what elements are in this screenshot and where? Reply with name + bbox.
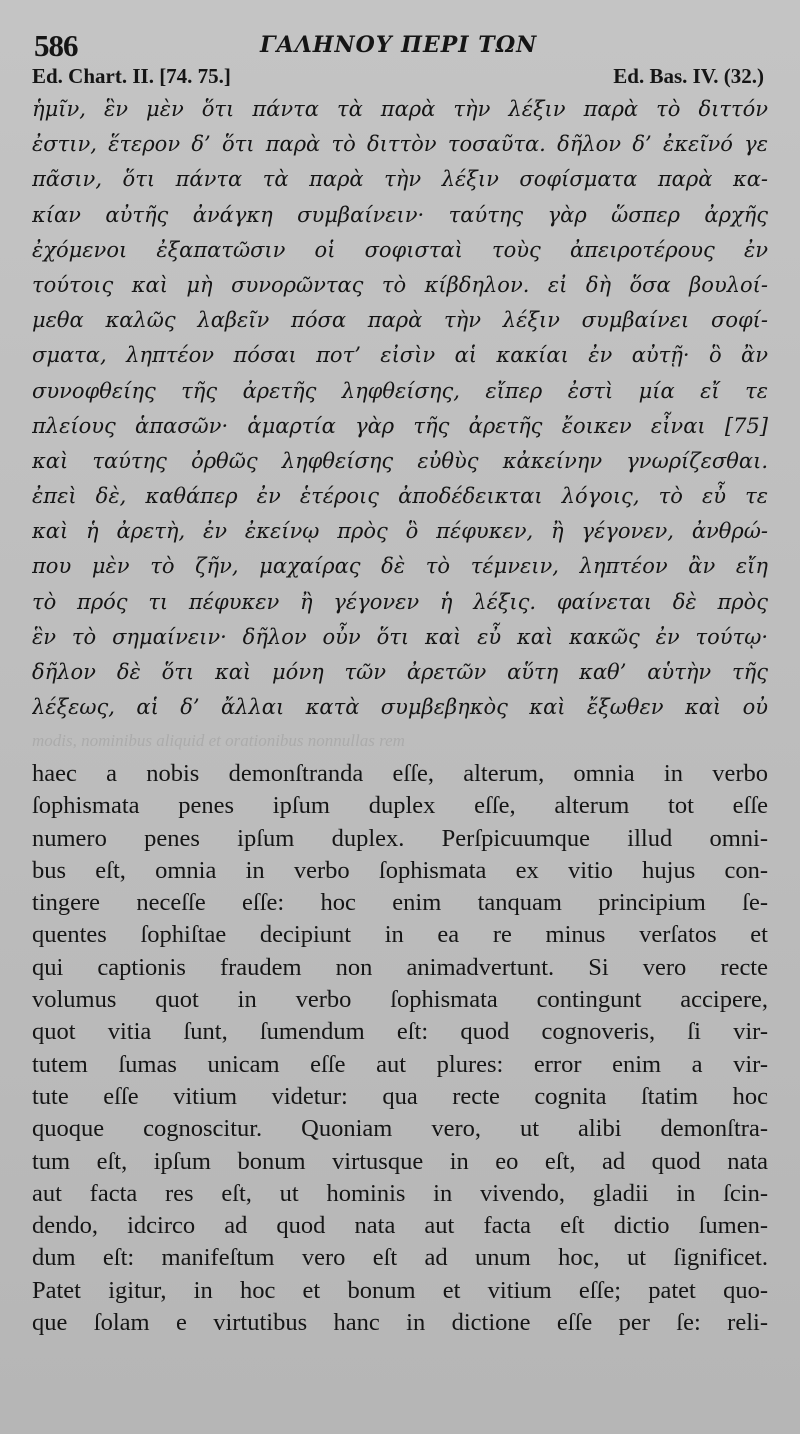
- greek-text-line: συνοφθείης τῆς ἀρετῆς ληφθείσης, εἴπερ ἐστὶ μία εἴ τε: [32, 378, 768, 403]
- greek-text-line: πᾶσιν, ὅτι πάντα τὰ παρὰ τὴν λέξιν σοφίσματα παρὰ κα-: [32, 167, 768, 192]
- latin-text-line: volumus quot in verbo ſophismata contingunt accipere,: [32, 986, 768, 1014]
- greek-text-line: δῆλον δὲ ὅτι καὶ μόνη τῶν ἀρετῶν αὕτη καθ’ αὑτὴν τῆς: [32, 660, 768, 684]
- latin-text-line: tute eſſe vitium videtur: qua recte cognita ſtatim hoc: [32, 1082, 768, 1110]
- greek-text-line: μεθα καλῶς λαβεῖν πόσα παρὰ τὴν λέξιν συμβαίνει σοφί-: [32, 308, 768, 333]
- greek-text-line: καὶ ἡ ἀρετὴ, ἐν ἐκείνῳ πρὸς ὃ πέφυκεν, ἢ γέγονεν, ἀνθρώ-: [32, 519, 768, 544]
- latin-text-line: dendo, idcirco ad quod nata aut facta eſt dictio ſumen-: [32, 1212, 768, 1240]
- greek-text-line: ἐχόμενοι ἐξαπατῶσιν οἱ σοφισταὶ τοὺς ἀπειροτέρους ἐν: [32, 237, 768, 262]
- page-number: 586: [34, 28, 78, 63]
- latin-text-line: aut facta res eſt, ut hominis in vivendo, gladii in ſcin-: [32, 1179, 768, 1207]
- latin-text-line: quot vitia ſunt, ſumendum eſt: quod cognoveris, ſi vir-: [32, 1018, 768, 1046]
- greek-text-line: ἐστιν, ἕτερον δ’ ὅτι παρὰ τὸ διττὸν τοσαῦτα. δῆλον δ’ ἐκεῖνό γε: [32, 132, 768, 157]
- edition-chart-reference: Ed. Chart. II. [74. 75.]: [32, 64, 231, 88]
- latin-text-line: quentes ſophiſtae decipiunt in ea re minus verſatos et: [32, 921, 768, 949]
- greek-text-line: σματα, ληπτέον πόσαι ποτ’ εἰσὶν αἱ κακίαι ἐν αὐτῇ· ὃ ἂν: [32, 343, 768, 368]
- greek-text-line: τούτοις καὶ μὴ συνορῶντας τὸ κίβδηλον. εἰ δὴ ὅσα βουλοί-: [32, 272, 768, 297]
- greek-text-line: ἓν τὸ σημαίνειν· δῆλον οὖν ὅτι καὶ εὖ καὶ κακῶς ἐν τούτῳ·: [32, 624, 768, 649]
- latin-text-line: quoque cognoscitur. Quoniam vero, ut alibi demonſtra-: [32, 1115, 768, 1143]
- latin-text-line: numero penes ipſum duplex. Perſpicuumque illud omni-: [32, 824, 768, 852]
- latin-text-block: [32, 758, 768, 1339]
- edition-basel-reference: Ed. Bas. IV. (32.): [613, 64, 764, 88]
- greek-text-line: κίαν αὐτῆς ἀνάγκη συμβαίνειν· ταύτης γὰρ ὥσπερ ἀρχῆς: [32, 202, 768, 227]
- latin-text-line: tingere neceſſe eſſe: hoc enim tanquam principium ſe-: [32, 889, 768, 917]
- latin-text-line: haec a nobis demonſtranda eſſe, alterum, omnia in verbo: [32, 760, 768, 787]
- greek-text-line: πλείους ἁπασῶν· ἁμαρτία γὰρ τῆς ἀρετῆς ἔοικεν εἶναι [75]: [32, 413, 768, 438]
- latin-text-line: qui captionis fraudem non animadvertunt. Si vero recte: [32, 953, 768, 981]
- greek-text-block: [32, 92, 768, 725]
- latin-text-line: que ſolam e virtutibus hanc in dictione eſſe per ſe: reli-: [32, 1309, 768, 1337]
- latin-text-line: tum eſt, ipſum bonum virtusque in eo eſt, ad quod nata: [32, 1147, 768, 1175]
- greek-text-line: που μὲν τὸ ζῆν, μαχαίρας δὲ τὸ τέμνειν, ληπτέον ἂν εἴη: [32, 554, 768, 579]
- latin-text-line: bus eſt, omnia in verbo ſophismata ex vitio hujus con-: [32, 856, 768, 884]
- greek-text-line: ἐπεὶ δὲ, καθάπερ ἐν ἑτέροις ἀποδέδεικται λόγοις, τὸ εὖ τε: [32, 484, 768, 509]
- edition-references: [32, 64, 768, 92]
- latin-text-line: dum eſt: manifeſtum vero eſt ad unum hoc, ut ſignificet.: [32, 1244, 768, 1272]
- latin-text-line: ſophismata penes ipſum duplex eſſe, alterum tot eſſe: [32, 792, 768, 820]
- greek-text-line: ἡμῖν, ἓν μὲν ὅτι πάντα τὰ παρὰ τὴν λέξιν παρὰ τὸ διττόν: [32, 97, 768, 121]
- bleed-through-line: modis, nominibus aliquid et orationibus nonnullas rem: [32, 731, 405, 750]
- greek-text-line: λέξεως, αἱ δ’ ἄλλαι κατὰ συμβεβηκὸς καὶ ἔξωθεν καὶ οὐ: [32, 695, 768, 720]
- greek-text-line: καὶ ταύτης ὀρθῶς ληφθείσης εὐθὺς κἀκείνην γνωρίζεσθαι.: [32, 448, 768, 473]
- latin-text-line: tutem ſumas unicam eſſe aut plures: error enim a vir-: [32, 1050, 768, 1078]
- greek-text-line: τὸ πρός τι πέφυκεν ἢ γέγονεν ἡ λέξις. φαίνεται δὲ πρὸς: [32, 589, 768, 614]
- page-header: [30, 28, 772, 68]
- running-title: ΓΑΛΗΝΟΥ ΠΕΡΙ ΤΩΝ: [260, 32, 538, 58]
- latin-text-line: Patet igitur, in hoc et bonum et vitium eſſe; patet quo-: [32, 1276, 768, 1304]
